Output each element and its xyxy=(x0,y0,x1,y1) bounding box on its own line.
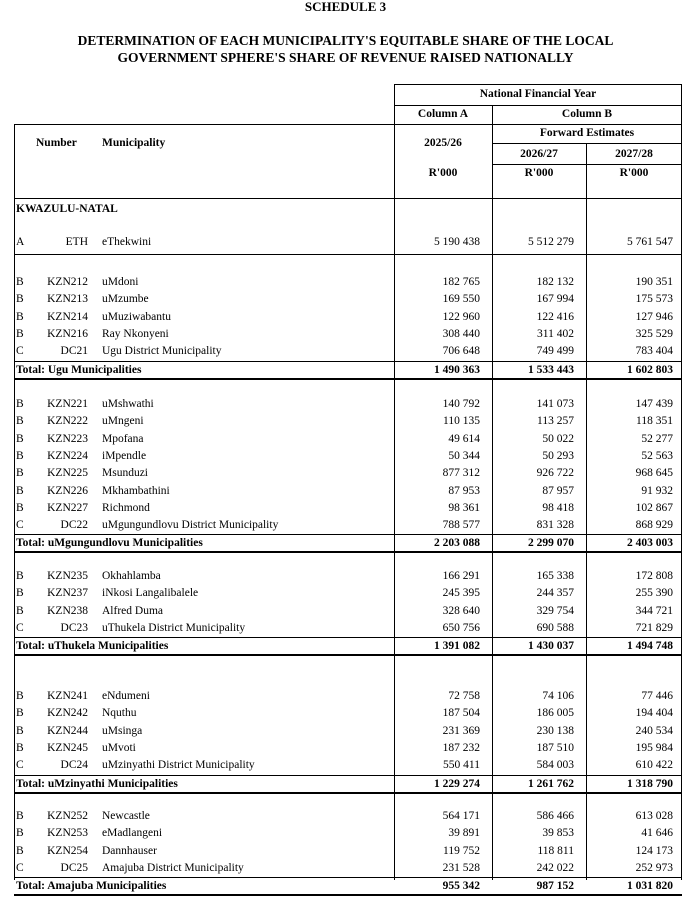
row-value-2026-27: 584 003 xyxy=(536,759,574,772)
total-bottom-rule xyxy=(14,792,682,794)
total-bottom-rule xyxy=(14,654,682,656)
row-value-2027-28: 195 984 xyxy=(635,741,673,754)
row-value-2025-26: 187 504 xyxy=(442,707,480,720)
total-value-2026-27: 987 152 xyxy=(536,880,574,893)
row-municipality: Msunduzi xyxy=(102,467,148,480)
total-label: Total: uMzinyathi Municipalities xyxy=(16,777,178,790)
row-value-2026-27: 39 853 xyxy=(542,827,574,840)
total-bottom-rule xyxy=(14,894,682,896)
row-value-2026-27: 141 073 xyxy=(536,398,574,410)
year-2025-26-header: 2025/26 xyxy=(424,137,462,149)
row-municipality: Ugu District Municipality xyxy=(102,345,222,358)
row-category: B xyxy=(16,810,24,822)
row-value-2025-26: 50 344 xyxy=(448,449,480,462)
row-value-2025-26: 119 752 xyxy=(443,844,480,857)
row-category: B xyxy=(16,293,24,306)
row-value-2027-28: 41 646 xyxy=(641,827,673,840)
row-value-2026-27: 122 416 xyxy=(536,310,574,323)
row-value-2025-26: 231 369 xyxy=(442,724,480,737)
row-value-2026-27: 74 106 xyxy=(542,690,574,702)
row-value-2027-28: 52 563 xyxy=(641,449,673,462)
unit-column-b1: R'000 xyxy=(524,167,554,179)
row-value-2027-28: 325 529 xyxy=(635,327,673,340)
row-code: ETH xyxy=(65,236,88,248)
total-label: Total: Ugu Municipalities xyxy=(16,363,142,376)
row-category: B xyxy=(16,724,24,737)
row-category: C xyxy=(16,345,24,358)
row-value-2025-26: 39 891 xyxy=(448,827,480,840)
row-category: B xyxy=(16,432,24,445)
row-category: B xyxy=(16,449,24,462)
row-value-2025-26: 87 953 xyxy=(448,484,480,497)
row-municipality: uMngeni xyxy=(102,415,144,428)
row-category: C xyxy=(16,519,24,532)
municipality-header: Municipality xyxy=(102,137,166,149)
row-municipality: Amajuba District Municipality xyxy=(102,861,244,874)
total-value-2025-26: 1 490 363 xyxy=(434,363,480,376)
row-code: DC24 xyxy=(60,759,88,772)
row-municipality: uMdoni xyxy=(102,276,139,288)
row-municipality: uMgungundlovu District Municipality xyxy=(102,519,279,532)
row-value-2026-27: 242 022 xyxy=(536,861,574,874)
row-value-2025-26: 245 395 xyxy=(442,587,480,600)
total-value-2027-28: 1 031 820 xyxy=(627,880,673,893)
row-municipality: Newcastle xyxy=(102,810,150,822)
row-value-2026-27: 831 328 xyxy=(536,519,574,532)
total-bottom-rule xyxy=(14,378,682,380)
row-category: C xyxy=(16,861,24,874)
row-value-2026-27: 186 005 xyxy=(536,707,574,720)
row-value-2027-28: 194 404 xyxy=(635,707,673,720)
row-municipality: Mpofana xyxy=(102,432,144,445)
header-bottom-rule xyxy=(14,198,682,199)
row-value-2026-27: 311 402 xyxy=(537,327,574,340)
number-header: Number xyxy=(36,137,77,149)
row-category: B xyxy=(16,484,24,497)
row-value-2027-28: 77 446 xyxy=(641,690,673,702)
row-municipality: uMzinyathi District Municipality xyxy=(102,759,255,772)
row-value-2026-27: 165 338 xyxy=(536,570,574,582)
row-value-2027-28: 783 404 xyxy=(635,345,673,358)
row-value-2026-27: 50 022 xyxy=(542,432,574,445)
row-value-2025-26: 877 312 xyxy=(442,467,480,480)
column-b-label: Column B xyxy=(561,108,613,120)
row-code: KZN242 xyxy=(47,707,88,720)
row-value-2026-27: 244 357 xyxy=(536,587,574,600)
row-value-2027-28: 968 645 xyxy=(635,467,673,480)
row-category: B xyxy=(16,327,24,340)
row-code: DC23 xyxy=(60,621,88,634)
row-value-2027-28: 124 173 xyxy=(635,844,673,857)
row-category: B xyxy=(16,690,24,702)
row-municipality: eMadlangeni xyxy=(102,827,163,840)
row-value-2025-26: 564 171 xyxy=(442,810,480,822)
row-municipality: iNkosi Langalibalele xyxy=(102,587,199,600)
unit-column-a: R'000 xyxy=(428,167,458,179)
row-value-2025-26: 231 528 xyxy=(442,861,480,874)
row-value-2027-28: 127 946 xyxy=(635,310,673,323)
row-value-2025-26: 650 756 xyxy=(442,621,480,634)
row-value-2026-27: 118 811 xyxy=(537,844,574,857)
row-value-2027-28: 252 973 xyxy=(635,861,673,874)
row-municipality: Richmond xyxy=(102,501,150,514)
row-value-2027-28: 52 277 xyxy=(641,432,673,445)
row-value-2026-27: 749 499 xyxy=(536,345,574,358)
row-municipality: Mkhambathini xyxy=(102,484,170,497)
row-municipality: uThukela District Municipality xyxy=(102,621,246,634)
row-code: KZN227 xyxy=(47,501,88,514)
row-category: B xyxy=(16,398,24,410)
row-code: KZN245 xyxy=(47,741,88,754)
row-value-2027-28: 240 534 xyxy=(635,724,673,737)
row-value-2025-26: 166 291 xyxy=(442,570,480,582)
row-municipality: iMpendle xyxy=(102,449,147,462)
row-municipality: Ray Nkonyeni xyxy=(102,327,169,340)
row-value-2026-27: 5 512 279 xyxy=(528,236,574,248)
national-financial-year-label: National Financial Year xyxy=(479,88,597,100)
row-category: B xyxy=(16,415,24,428)
row-code: KZN224 xyxy=(47,449,88,462)
year-2026-27-header: 2026/27 xyxy=(520,148,558,160)
row-value-2027-28: 190 351 xyxy=(635,276,673,288)
row-value-2025-26: 706 648 xyxy=(442,345,480,358)
row-code: KZN241 xyxy=(47,690,88,702)
row-code: KZN225 xyxy=(47,467,88,480)
row-value-2027-28: 721 829 xyxy=(635,621,673,634)
row-category: B xyxy=(16,570,24,582)
row-municipality: uMsinga xyxy=(102,724,143,737)
row-code: KZN222 xyxy=(47,415,88,428)
row-value-2025-26: 122 960 xyxy=(442,310,480,323)
row-value-2026-27: 87 957 xyxy=(542,484,574,497)
total-value-2026-27: 1 430 037 xyxy=(528,640,574,653)
row-code: KZN238 xyxy=(47,604,88,617)
total-bottom-rule xyxy=(14,551,682,553)
schedule-label: SCHEDULE 3 xyxy=(304,0,387,14)
row-code: DC22 xyxy=(60,519,88,532)
row-value-2027-28: 102 867 xyxy=(635,501,673,514)
row-category: B xyxy=(16,741,24,754)
row-municipality: uMuziwabantu xyxy=(102,310,171,323)
total-label: Total: Amajuba Municipalities xyxy=(16,880,167,893)
row-code: DC21 xyxy=(60,345,88,358)
row-value-2026-27: 98 418 xyxy=(542,501,574,514)
row-code: KZN214 xyxy=(47,310,88,323)
row-category: B xyxy=(16,827,24,840)
row-value-2026-27: 690 588 xyxy=(536,621,574,634)
row-value-2027-28: 91 932 xyxy=(641,484,673,497)
row-code: KZN221 xyxy=(47,398,88,410)
total-value-2026-27: 2 299 070 xyxy=(528,537,574,550)
row-value-2026-27: 182 132 xyxy=(536,276,574,288)
row-code: KZN252 xyxy=(47,810,88,822)
forward-estimates-rule xyxy=(492,143,682,144)
row-value-2027-28: 344 721 xyxy=(635,604,673,617)
total-value-2027-28: 1 602 803 xyxy=(627,363,673,376)
row-category: B xyxy=(16,276,24,288)
row-municipality: uMvoti xyxy=(102,741,136,754)
total-value-2027-28: 1 494 748 xyxy=(627,640,673,653)
row-category: B xyxy=(16,707,24,720)
title-line-1: DETERMINATION OF EACH MUNICIPALITY'S EQUITABLE SHARE OF THE LOCAL xyxy=(77,33,614,48)
table-left-edge xyxy=(14,124,15,880)
total-label: Total: uThukela Municipalities xyxy=(16,640,169,653)
row-category: B xyxy=(16,844,24,857)
row-value-2026-27: 187 510 xyxy=(536,741,574,754)
title-line-2: GOVERNMENT SPHERE'S SHARE OF REVENUE RAISED NATIONALLY xyxy=(117,50,574,65)
equitable-share-table xyxy=(14,84,682,893)
row-code: KZN244 xyxy=(47,724,88,737)
total-value-2025-26: 1 229 274 xyxy=(434,777,480,790)
row-value-2026-27: 167 994 xyxy=(536,293,574,306)
row-code: KZN223 xyxy=(47,432,88,445)
row-category: B xyxy=(16,310,24,323)
row-value-2025-26: 187 232 xyxy=(442,741,480,754)
row-municipality: Dannhauser xyxy=(102,844,157,857)
forward-estimates-label: Forward Estimates xyxy=(539,127,635,139)
row-code: DC25 xyxy=(60,861,88,874)
row-code: KZN235 xyxy=(47,570,88,582)
row-value-2025-26: 788 577 xyxy=(442,519,480,532)
row-value-2027-28: 175 573 xyxy=(635,293,673,306)
province-heading: KWAZULU-NATAL xyxy=(16,203,118,215)
row-code: KZN253 xyxy=(47,827,88,840)
total-value-2027-28: 1 318 790 xyxy=(627,777,673,790)
table-right-edge xyxy=(681,84,682,880)
row-municipality: Alfred Duma xyxy=(102,604,163,617)
row-code: KZN237 xyxy=(47,587,88,600)
row-value-2025-26: 328 640 xyxy=(442,604,480,617)
row-value-2026-27: 230 138 xyxy=(536,724,574,737)
unit-column-b2: R'000 xyxy=(619,167,649,179)
row-code: KZN226 xyxy=(47,484,88,497)
row-municipality: uMzumbe xyxy=(102,293,149,306)
total-value-2025-26: 1 391 082 xyxy=(434,640,480,653)
row-code: KZN216 xyxy=(47,327,88,340)
row-value-2027-28: 5 761 547 xyxy=(627,236,673,248)
row-value-2027-28: 147 439 xyxy=(635,398,673,410)
row-value-2025-26: 72 758 xyxy=(448,690,480,702)
total-label: Total: uMgungundlovu Municipalities xyxy=(16,537,203,550)
row-value-2025-26: 169 550 xyxy=(442,293,480,306)
row-value-2026-27: 50 293 xyxy=(542,449,574,462)
row-value-2027-28: 610 422 xyxy=(635,759,673,772)
row-value-2025-26: 5 190 438 xyxy=(434,236,480,248)
document-title xyxy=(0,32,691,66)
row-category: A xyxy=(16,236,25,248)
row-value-2025-26: 49 614 xyxy=(448,432,480,445)
row-value-2027-28: 255 390 xyxy=(635,587,673,600)
row-value-2025-26: 308 440 xyxy=(442,327,480,340)
row-value-2027-28: 172 808 xyxy=(635,570,673,582)
row-category: B xyxy=(16,604,24,617)
metro-bottom-rule xyxy=(14,254,682,255)
total-value-2026-27: 1 533 443 xyxy=(528,363,574,376)
row-value-2025-26: 550 411 xyxy=(443,759,480,772)
total-value-2025-26: 955 342 xyxy=(442,880,480,893)
row-value-2025-26: 182 765 xyxy=(442,276,480,288)
year-2027-28-header: 2027/28 xyxy=(615,148,653,160)
column-a-label: Column A xyxy=(417,108,469,120)
row-code: KZN254 xyxy=(47,844,88,857)
total-value-2026-27: 1 261 762 xyxy=(528,777,574,790)
row-value-2026-27: 329 754 xyxy=(536,604,574,617)
row-municipality: Nquthu xyxy=(102,707,137,720)
row-municipality: uMshwathi xyxy=(102,398,154,410)
row-value-2025-26: 110 135 xyxy=(443,415,480,428)
row-value-2025-26: 98 361 xyxy=(448,501,480,514)
row-value-2026-27: 113 257 xyxy=(537,415,574,428)
row-value-2025-26: 140 792 xyxy=(442,398,480,410)
row-code: KZN212 xyxy=(47,276,88,288)
row-category: C xyxy=(16,759,24,772)
row-value-2027-28: 118 351 xyxy=(636,415,673,428)
row-category: B xyxy=(16,587,24,600)
row-value-2026-27: 926 722 xyxy=(536,467,574,480)
row-value-2027-28: 613 028 xyxy=(635,810,673,822)
row-code: KZN213 xyxy=(47,293,88,306)
total-value-2025-26: 2 203 088 xyxy=(434,537,480,550)
row-category: B xyxy=(16,501,24,514)
row-category: C xyxy=(16,621,24,634)
row-municipality: Okhahlamba xyxy=(102,570,161,582)
header-top-rule xyxy=(394,84,682,85)
row-municipality: eNdumeni xyxy=(102,690,150,702)
row-value-2026-27: 586 466 xyxy=(536,810,574,822)
row-value-2027-28: 868 929 xyxy=(635,519,673,532)
row-category: B xyxy=(16,467,24,480)
row-municipality: eThekwini xyxy=(102,236,152,248)
total-value-2027-28: 2 403 003 xyxy=(627,537,673,550)
